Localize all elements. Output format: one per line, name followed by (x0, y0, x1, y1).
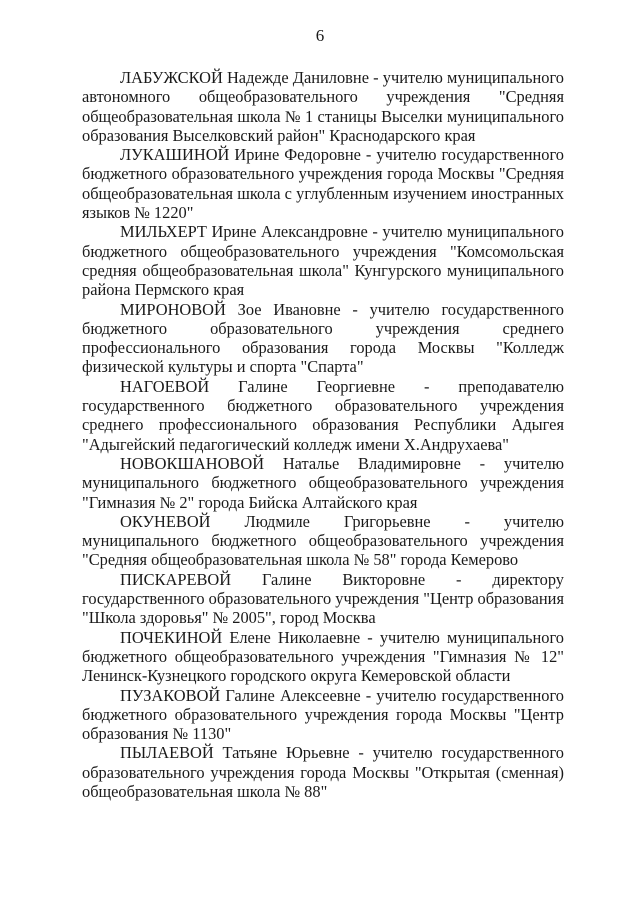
awardee-entry: ПУЗАКОВОЙ Галине Алексеевне - учителю государственного бюджетного образовательного учреждения города Москвы "Центр образования № 1130" (82, 685, 564, 744)
awardee-entry: ПЫЛАЕВОЙ Татьяне Юрьевне - учителю государственного образовательного учреждения города Москвы "Открытая (сменная) общеобразовательная школа № 88" (82, 743, 564, 801)
awardee-entry: МИРОНОВОЙ Зое Ивановне - учителю государственного бюджетного образовательного учреждения среднего профессионального образования города Москвы "Колледж физической культуры и спорта "Спарта" (82, 299, 564, 377)
awardee-entry: ЛАБУЖСКОЙ Надежде Даниловне - учителю муниципального автономного общеобразовательного учреждения "Средняя общеобразовательная школа № 1 станицы Выселки муниципального образования Выселковский район" Краснодарского края (82, 68, 564, 145)
awardee-entry: ПОЧЕКИНОЙ Елене Николаевне - учителю муниципального бюджетного общеобразовательного учреждения "Гимназия № 12" Ленинск-Кузнецкого городского округа Кемеровской области (82, 627, 564, 686)
awardee-entry: НОВОКШАНОВОЙ Наталье Владимировне - учителю муниципального бюджетного общеобразовательного учреждения "Гимназия № 2" города Бийска Алтайского края (82, 453, 564, 512)
awardee-entry: МИЛЬХЕРТ Ирине Александровне - учителю муниципального бюджетного общеобразовательного учреждения "Комсомольская средняя общеобразовательная школа" Кунгурского муниципального района Пермского края (82, 222, 564, 300)
awardee-entry: НАГОЕВОЙ Галине Георгиевне - преподавателю государственного бюджетного образовательного учреждения среднего профессионального образования Республики Адыгея "Адыгейский педагогический колледж имени Х.Андрухаева" (82, 376, 564, 454)
page-number: 6 (315, 26, 325, 45)
awardee-entry: ПИСКАРЕВОЙ Галине Викторовне - директору государственного образовательного учреждения "Центр образования "Школа здоровья" № 2005", город Москва (82, 569, 564, 628)
awardee-entry: ОКУНЕВОЙ Людмиле Григорьевне - учителю муниципального бюджетного общеобразовательного учреждения "Средняя общеобразовательная школа № 58" города Кемерово (82, 511, 564, 570)
awardee-entry: ЛУКАШИНОЙ Ирине Федоровне - учителю государственного бюджетного образовательного учреждения города Москвы "Средняя общеобразовательная школа с углубленным изучением иностранных языков № 1220" (82, 145, 564, 223)
awardee-list (82, 68, 564, 801)
